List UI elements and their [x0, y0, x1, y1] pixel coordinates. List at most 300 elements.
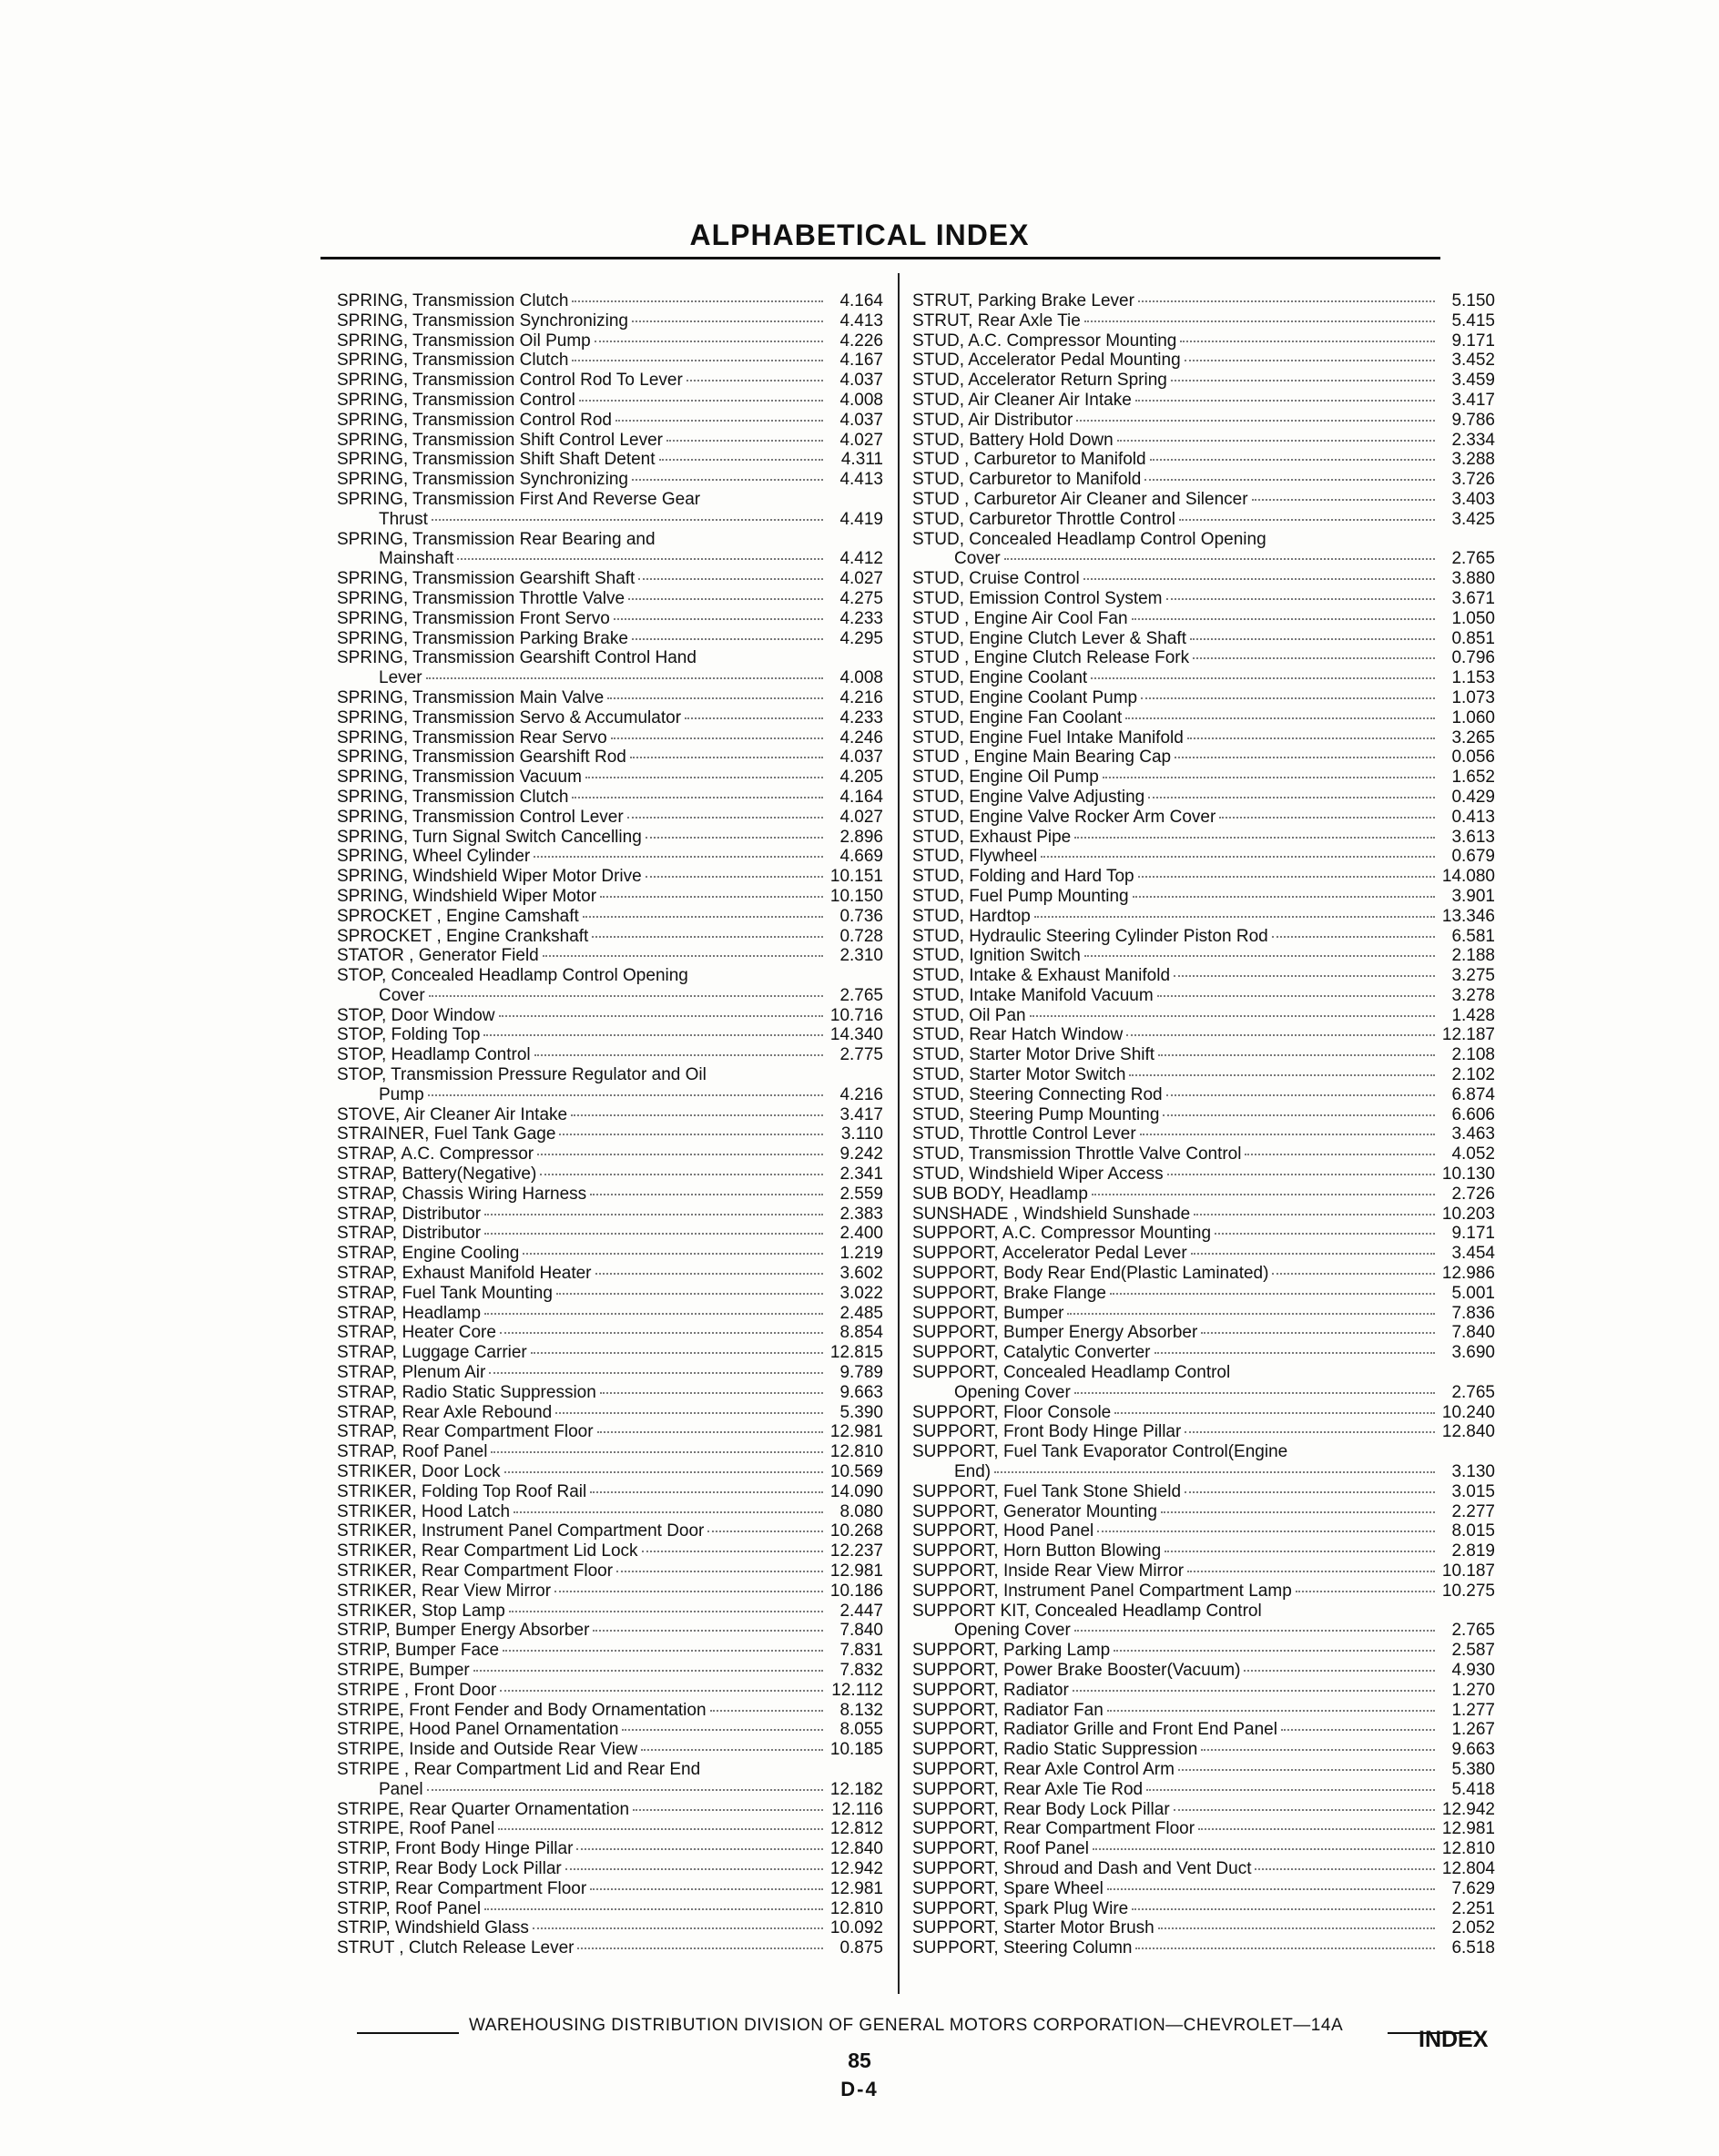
leader-dots: [1245, 1153, 1435, 1155]
index-term: STRAP, Engine Cooling: [337, 1244, 520, 1264]
leader-dots: [427, 1788, 823, 1791]
leader-dots: [1132, 1907, 1435, 1910]
index-reference-number: 2.765: [1451, 1621, 1495, 1641]
index-term: STUD, Hydraulic Steering Cylinder Piston Rod: [912, 926, 1268, 946]
index-term: SPRING, Transmission Gearshift Rod: [337, 747, 626, 768]
index-reference-number: 1.060: [1451, 707, 1495, 727]
index-entry: [337, 431, 883, 451]
index-entry: [912, 907, 1495, 927]
leader-dots: [537, 1153, 823, 1155]
index-reference-number: 1.219: [839, 1244, 883, 1264]
index-reference-number: 2.726: [1451, 1184, 1495, 1204]
index-reference-number: 0.679: [1451, 847, 1495, 867]
leader-dots: [641, 1748, 823, 1751]
index-term: SUPPORT, A.C. Compressor Mounting: [912, 1224, 1212, 1244]
footer-publisher-text: WAREHOUSING DISTRIBUTION DIVISION OF GENERAL MOTORS CORPORATION—CHEVROLET—14A: [469, 2016, 1344, 2035]
index-term: STUD, Windshield Wiper Access: [912, 1164, 1164, 1185]
index-entry: [912, 510, 1495, 530]
index-reference-number: 8.132: [839, 1700, 883, 1720]
index-entry: [337, 1641, 883, 1661]
index-entry: [912, 1144, 1495, 1164]
index-entry: [912, 609, 1495, 629]
index-reference-number: 13.346: [1441, 906, 1495, 926]
index-entry: [912, 1205, 1495, 1225]
index-term: SUNSHADE , Windshield Sunshade: [912, 1204, 1191, 1224]
index-entry: [337, 1621, 883, 1641]
leader-dots: [473, 1669, 823, 1672]
index-entry: [337, 1363, 883, 1383]
index-entry: [912, 927, 1495, 947]
index-term: SUPPORT, Bumper Energy Absorber: [912, 1323, 1198, 1343]
index-entry: [337, 768, 883, 788]
index-term: SUPPORT, Radiator: [912, 1680, 1069, 1700]
index-reference-number: 12.840: [1441, 1422, 1495, 1442]
index-entry: [912, 1006, 1495, 1026]
leader-dots: [685, 717, 823, 719]
index-reference-number: 4.413: [839, 470, 883, 490]
index-reference-number: 4.275: [839, 588, 883, 608]
index-term: STRIPE, Front Fender and Body Ornamentation: [337, 1700, 707, 1720]
index-term: STRAP, Plenum Air: [337, 1363, 486, 1383]
index-term: STOP, Folding Top: [337, 1025, 481, 1045]
index-term: STOP, Transmission Pressure Regulator and Oil: [337, 1065, 707, 1085]
index-reference-number: 7.836: [1451, 1303, 1495, 1323]
index-entry: [912, 668, 1495, 688]
index-term: SUPPORT, Floor Console: [912, 1402, 1112, 1422]
index-term: STRAP, Rear Compartment Floor: [337, 1422, 594, 1442]
index-reference-number: 3.880: [1451, 569, 1495, 589]
leader-dots: [531, 1351, 823, 1354]
index-entry: [337, 1899, 883, 1919]
index-reference-number: 3.288: [1451, 450, 1495, 470]
leader-dots: [1107, 1887, 1435, 1890]
index-term: SUPPORT, Radiator Grille and Front End Panel: [912, 1720, 1277, 1740]
index-entry: [912, 1224, 1495, 1244]
index-term: STUD , Carburetor to Manifold: [912, 450, 1146, 470]
index-reference-number: 12.237: [829, 1541, 883, 1561]
leader-dots: [1125, 717, 1435, 719]
index-entry: [912, 490, 1495, 510]
index-entry: [912, 1581, 1495, 1602]
leader-dots: [1190, 637, 1435, 640]
index-term: STRIPE, Roof Panel: [337, 1819, 495, 1839]
index-reference-number: 3.425: [1451, 509, 1495, 529]
page-title: ALPHABETICAL INDEX: [689, 219, 1030, 251]
index-reference-number: 12.986: [1441, 1264, 1495, 1284]
index-term: STUD, Engine Coolant: [912, 668, 1088, 688]
section-number: D-4: [840, 2078, 879, 2100]
leader-dots: [1171, 379, 1435, 381]
index-term: SUPPORT, Shroud and Dash and Vent Duct: [912, 1858, 1252, 1878]
index-term: SUPPORT, Brake Flange: [912, 1283, 1106, 1303]
index-term: SPRING, Transmission Shift Shaft Detent: [337, 450, 656, 470]
index-reference-number: 3.690: [1451, 1343, 1495, 1363]
index-term: SUPPORT KIT, Concealed Headlamp Control: [912, 1601, 1262, 1621]
index-entry: [337, 867, 883, 887]
index-term: STUD, Intake & Exhaust Manifold: [912, 966, 1171, 986]
leader-dots: [597, 1430, 823, 1433]
index-reference-number: 4.669: [839, 847, 883, 867]
index-term: STRUT, Parking Brake Lever: [912, 291, 1134, 310]
index-term: SUPPORT, Horn Button Blowing: [912, 1541, 1162, 1561]
index-reference-number: 2.102: [1451, 1065, 1495, 1085]
index-term: SUPPORT, Steering Column: [912, 1938, 1133, 1958]
index-entry: [912, 1918, 1495, 1938]
index-reference-number: 4.037: [839, 410, 883, 430]
leader-dots: [503, 1649, 823, 1652]
index-entry: [912, 1800, 1495, 1820]
leader-dots: [484, 1232, 823, 1235]
index-entry: [337, 1760, 883, 1800]
leader-dots: [428, 1093, 823, 1096]
leader-dots: [595, 340, 823, 342]
leader-dots: [572, 300, 823, 302]
index-entry: [337, 1124, 883, 1144]
index-reference-number: 1.050: [1451, 608, 1495, 628]
index-reference-number: 2.108: [1451, 1045, 1495, 1065]
leader-dots: [687, 379, 823, 381]
index-term-continuation: Lever: [379, 668, 422, 688]
index-reference-number: 9.242: [839, 1144, 883, 1164]
index-term-continuation: Mainshaft: [379, 549, 454, 569]
index-entry: [337, 629, 883, 649]
index-reference-number: 2.400: [839, 1224, 883, 1244]
leader-dots: [1158, 1053, 1435, 1056]
index-entry: [912, 1502, 1495, 1522]
leader-dots: [1034, 915, 1435, 918]
leader-dots: [577, 1947, 823, 1949]
index-reference-number: 10.268: [829, 1521, 883, 1541]
index-term: STRAP, Battery(Negative): [337, 1164, 537, 1185]
index-reference-number: 10.186: [829, 1581, 883, 1601]
index-term: SUPPORT, Accelerator Pedal Lever: [912, 1244, 1187, 1264]
leader-dots: [1126, 1033, 1435, 1036]
leader-dots: [1198, 1827, 1435, 1830]
index-entry: [912, 1819, 1495, 1839]
leader-dots: [622, 1728, 823, 1731]
leader-dots: [1067, 1312, 1435, 1315]
index-entry: [912, 1641, 1495, 1661]
index-entry: [337, 311, 883, 331]
index-entry: [912, 530, 1495, 570]
index-entry: [337, 1502, 883, 1522]
index-entry: [912, 1244, 1495, 1264]
leader-dots: [590, 1490, 823, 1493]
index-reference-number: 9.171: [1451, 1224, 1495, 1244]
leader-dots: [491, 1450, 823, 1453]
index-term: STOVE, Air Cleaner Air Intake: [337, 1104, 568, 1124]
index-term: SUPPORT, Radiator Fan: [912, 1700, 1104, 1720]
leader-dots: [614, 617, 823, 620]
leader-dots: [534, 1053, 823, 1056]
index-entry: [337, 351, 883, 371]
leader-dots: [1219, 816, 1435, 819]
index-reference-number: 12.812: [829, 1819, 883, 1839]
index-entry: [912, 311, 1495, 331]
index-entry: [337, 1701, 883, 1721]
index-term: SPRING, Transmission Rear Servo: [337, 727, 607, 747]
index-reference-number: 3.901: [1451, 886, 1495, 906]
index-reference-number: 12.804: [1441, 1858, 1495, 1878]
index-entry: [337, 1462, 883, 1482]
index-entry: [912, 1760, 1495, 1780]
index-reference-number: 3.022: [839, 1283, 883, 1303]
index-term: STRAP, Heater Core: [337, 1323, 496, 1343]
index-term: STRAP, Exhaust Manifold Heater: [337, 1264, 592, 1284]
leader-dots: [642, 1550, 823, 1552]
index-reference-number: 4.037: [839, 371, 883, 391]
index-entry: [337, 291, 883, 311]
index-term: STRIKER, Rear View Mirror: [337, 1581, 552, 1601]
index-reference-number: 3.015: [1451, 1481, 1495, 1501]
index-reference-number: 3.613: [1451, 827, 1495, 847]
index-term: STRIP, Front Body Hinge Pillar: [337, 1839, 574, 1859]
index-reference-number: 4.008: [839, 390, 883, 410]
index-reference-number: 4.311: [840, 450, 883, 470]
index-entry: [337, 907, 883, 927]
index-reference-number: 2.485: [839, 1303, 883, 1323]
index-reference-number: 3.417: [1451, 390, 1495, 410]
index-term-continuation: Opening Cover: [954, 1621, 1071, 1641]
index-reference-number: 12.840: [829, 1839, 883, 1859]
index-term: SUPPORT, Body Rear End(Plastic Laminated): [912, 1264, 1269, 1284]
leader-dots: [1074, 1391, 1435, 1394]
index-term: STUD , Engine Air Cool Fan: [912, 608, 1128, 628]
index-entry: [337, 1602, 883, 1622]
index-reference-number: 5.380: [1451, 1759, 1495, 1779]
index-reference-number: 3.454: [1451, 1244, 1495, 1264]
index-entry: [337, 1720, 883, 1740]
index-reference-number: 7.840: [839, 1621, 883, 1641]
leader-dots: [1092, 1193, 1435, 1195]
leader-dots: [1146, 1788, 1435, 1791]
index-reference-number: 3.110: [840, 1124, 883, 1144]
index-term: SUPPORT, Rear Axle Control Arm: [912, 1759, 1175, 1779]
index-entry: [337, 1938, 883, 1958]
index-reference-number: 2.775: [839, 1045, 883, 1065]
index-entry: [912, 371, 1495, 391]
title-rule: [320, 257, 1440, 259]
index-reference-number: 6.874: [1451, 1084, 1495, 1104]
leader-dots: [593, 1629, 823, 1632]
index-reference-number: 4.246: [839, 727, 883, 747]
index-entry: [337, 1304, 883, 1324]
index-reference-number: 12.810: [1441, 1839, 1495, 1859]
leader-dots: [1103, 776, 1435, 778]
leader-dots: [646, 836, 823, 839]
index-reference-number: 3.265: [1451, 727, 1495, 747]
leader-dots: [559, 1133, 823, 1135]
leader-dots: [1129, 1073, 1435, 1076]
index-term: SPROCKET , Engine Crankshaft: [337, 926, 589, 946]
leader-dots: [1084, 954, 1435, 957]
leader-dots: [600, 895, 823, 898]
leader-dots: [523, 1252, 823, 1255]
index-entry: [337, 569, 883, 589]
index-term: SPROCKET , Engine Camshaft: [337, 906, 579, 926]
index-term: STRAP, Radio Static Suppression: [337, 1382, 596, 1402]
index-reference-number: 4.216: [839, 687, 883, 707]
leader-dots: [1194, 1213, 1435, 1215]
index-term: STUD, Engine Valve Adjusting: [912, 787, 1145, 807]
index-entry: [337, 1403, 883, 1423]
index-entry: [912, 629, 1495, 649]
leader-dots: [1074, 836, 1435, 839]
index-term: STRAP, Rear Axle Rebound: [337, 1402, 553, 1422]
index-reference-number: 4.164: [839, 291, 883, 310]
index-entry: [337, 411, 883, 431]
index-term: SPRING, Transmission Servo & Accumulator: [337, 707, 682, 727]
leader-dots: [556, 1292, 823, 1295]
index-reference-number: 4.052: [1451, 1144, 1495, 1164]
index-reference-number: 10.569: [829, 1462, 883, 1482]
index-reference-number: 10.092: [829, 1918, 883, 1938]
leader-dots: [483, 1033, 823, 1036]
index-entry: [912, 391, 1495, 411]
leader-dots: [500, 1689, 823, 1692]
index-term: SUPPORT, Concealed Headlamp Control: [912, 1363, 1231, 1383]
index-reference-number: 7.840: [1451, 1323, 1495, 1343]
index-entry: [912, 1938, 1495, 1958]
index-term: STRIPE, Inside and Outside Rear View: [337, 1740, 638, 1760]
index-term: STUD, Cruise Control: [912, 569, 1080, 589]
index-term: STUD, Intake Manifold Vacuum: [912, 985, 1154, 1005]
index-term: STUD, Hardtop: [912, 906, 1031, 926]
leader-dots: [1185, 359, 1435, 361]
leader-dots: [555, 1411, 823, 1414]
index-term: STUD, Engine Clutch Lever & Shaft: [912, 628, 1186, 648]
index-entry: [912, 1264, 1495, 1284]
index-entry: [337, 1323, 883, 1343]
index-term: STUD, Oil Pan: [912, 1005, 1026, 1025]
index-term: SPRING, Transmission Gearshift Shaft: [337, 569, 636, 589]
index-entry: [337, 1244, 883, 1264]
leader-dots: [615, 419, 823, 422]
leader-dots: [595, 1272, 823, 1275]
index-term: STRIKER, Instrument Panel Compartment Door: [337, 1521, 705, 1541]
leader-dots: [1165, 1550, 1435, 1552]
leader-dots: [1076, 419, 1435, 422]
index-reference-number: 4.037: [839, 747, 883, 768]
index-reference-number: 2.334: [1451, 430, 1495, 450]
index-term: SUPPORT, Front Body Hinge Pillar: [912, 1422, 1182, 1442]
index-term: STRIPE , Rear Compartment Lid and Rear End: [337, 1759, 701, 1779]
index-term: STRIKER, Folding Top Roof Rail: [337, 1481, 587, 1501]
index-reference-number: 4.027: [839, 430, 883, 450]
index-term: SPRING, Transmission Rear Bearing and: [337, 529, 656, 549]
leader-dots: [1187, 737, 1435, 739]
index-entry: [912, 1422, 1495, 1442]
index-entry: [912, 867, 1495, 887]
index-reference-number: 4.233: [839, 707, 883, 727]
index-reference-number: 2.587: [1451, 1641, 1495, 1661]
index-reference-number: 10.151: [829, 867, 883, 887]
index-entry: [912, 1363, 1495, 1403]
index-entry: [337, 1800, 883, 1820]
index-reference-number: 2.277: [1451, 1501, 1495, 1521]
index-term: SPRING, Transmission Synchronizing: [337, 310, 628, 331]
leader-dots: [1191, 1252, 1435, 1255]
index-entry: [337, 1482, 883, 1502]
leader-dots: [540, 1173, 823, 1175]
index-entry: [912, 1323, 1495, 1343]
index-term: SUPPORT, Generator Mounting: [912, 1501, 1157, 1521]
index-reference-number: 14.090: [829, 1481, 883, 1501]
index-term: STUD, Engine Fan Coolant: [912, 707, 1123, 727]
leader-dots: [499, 1014, 823, 1017]
index-entry: [337, 728, 883, 748]
index-term: STUD, Emission Control System: [912, 588, 1163, 608]
index-entry: [912, 1304, 1495, 1324]
index-term: SUPPORT, Starter Motor Brush: [912, 1918, 1154, 1938]
index-term: STUD, Engine Valve Rocker Arm Cover: [912, 807, 1216, 827]
index-reference-number: 4.027: [839, 807, 883, 827]
leader-dots: [1244, 1669, 1435, 1672]
index-entry: [337, 1144, 883, 1164]
leader-dots: [565, 1867, 823, 1870]
leader-dots: [1004, 557, 1435, 560]
index-reference-number: 8.015: [1451, 1521, 1495, 1541]
index-entry: [337, 648, 883, 688]
index-entry: [912, 1065, 1495, 1085]
index-entry: [337, 828, 883, 848]
leader-dots: [1135, 399, 1435, 402]
index-term: STUD, Accelerator Pedal Mounting: [912, 351, 1181, 371]
index-term: STRIKER, Door Lock: [337, 1462, 501, 1482]
index-term: SPRING, Transmission Control Lever: [337, 807, 624, 827]
index-term: SPRING, Transmission Clutch: [337, 291, 569, 310]
leader-dots: [611, 737, 823, 739]
leader-dots: [1110, 1292, 1435, 1295]
leader-dots: [628, 597, 823, 600]
index-reference-number: 4.164: [839, 787, 883, 807]
leader-dots: [1163, 1114, 1435, 1116]
index-entry: [912, 1185, 1495, 1205]
index-entry: [912, 1839, 1495, 1859]
index-term: STUD, Concealed Headlamp Control Opening: [912, 529, 1266, 549]
index-reference-number: 10.716: [829, 1005, 883, 1025]
leader-dots: [1150, 458, 1435, 461]
index-term: SPRING, Transmission Vacuum: [337, 768, 582, 788]
leader-dots: [1174, 974, 1435, 977]
index-term: STRIP, Bumper Face: [337, 1641, 500, 1661]
index-entry: [337, 966, 883, 1006]
leader-dots: [1252, 498, 1435, 501]
index-reference-number: 3.403: [1451, 489, 1495, 509]
index-term: STRAP, Distributor: [337, 1204, 482, 1224]
index-term: STRIKER, Rear Compartment Lid Lock: [337, 1541, 638, 1561]
index-reference-number: 3.452: [1451, 351, 1495, 371]
leader-dots: [607, 697, 823, 699]
leader-dots: [1201, 1748, 1435, 1751]
leader-dots: [457, 557, 823, 560]
index-entry: [337, 1541, 883, 1561]
index-entry: [337, 1343, 883, 1363]
index-reference-number: 3.278: [1451, 985, 1495, 1005]
index-term: SPRING, Transmission Control: [337, 390, 575, 410]
index-entry: [912, 1879, 1495, 1899]
leader-dots: [509, 1610, 823, 1612]
index-term: STOP, Concealed Headlamp Control Opening: [337, 966, 688, 986]
index-reference-number: 3.130: [1451, 1462, 1495, 1482]
index-reference-number: 2.251: [1451, 1898, 1495, 1918]
page-number: 85: [848, 2049, 871, 2072]
leader-dots: [1114, 1649, 1435, 1652]
index-reference-number: 12.116: [831, 1799, 883, 1819]
index-term: STUD , Carburetor Air Cleaner and Silencer: [912, 489, 1248, 509]
leader-dots: [1201, 1331, 1435, 1334]
leader-dots: [585, 776, 823, 778]
